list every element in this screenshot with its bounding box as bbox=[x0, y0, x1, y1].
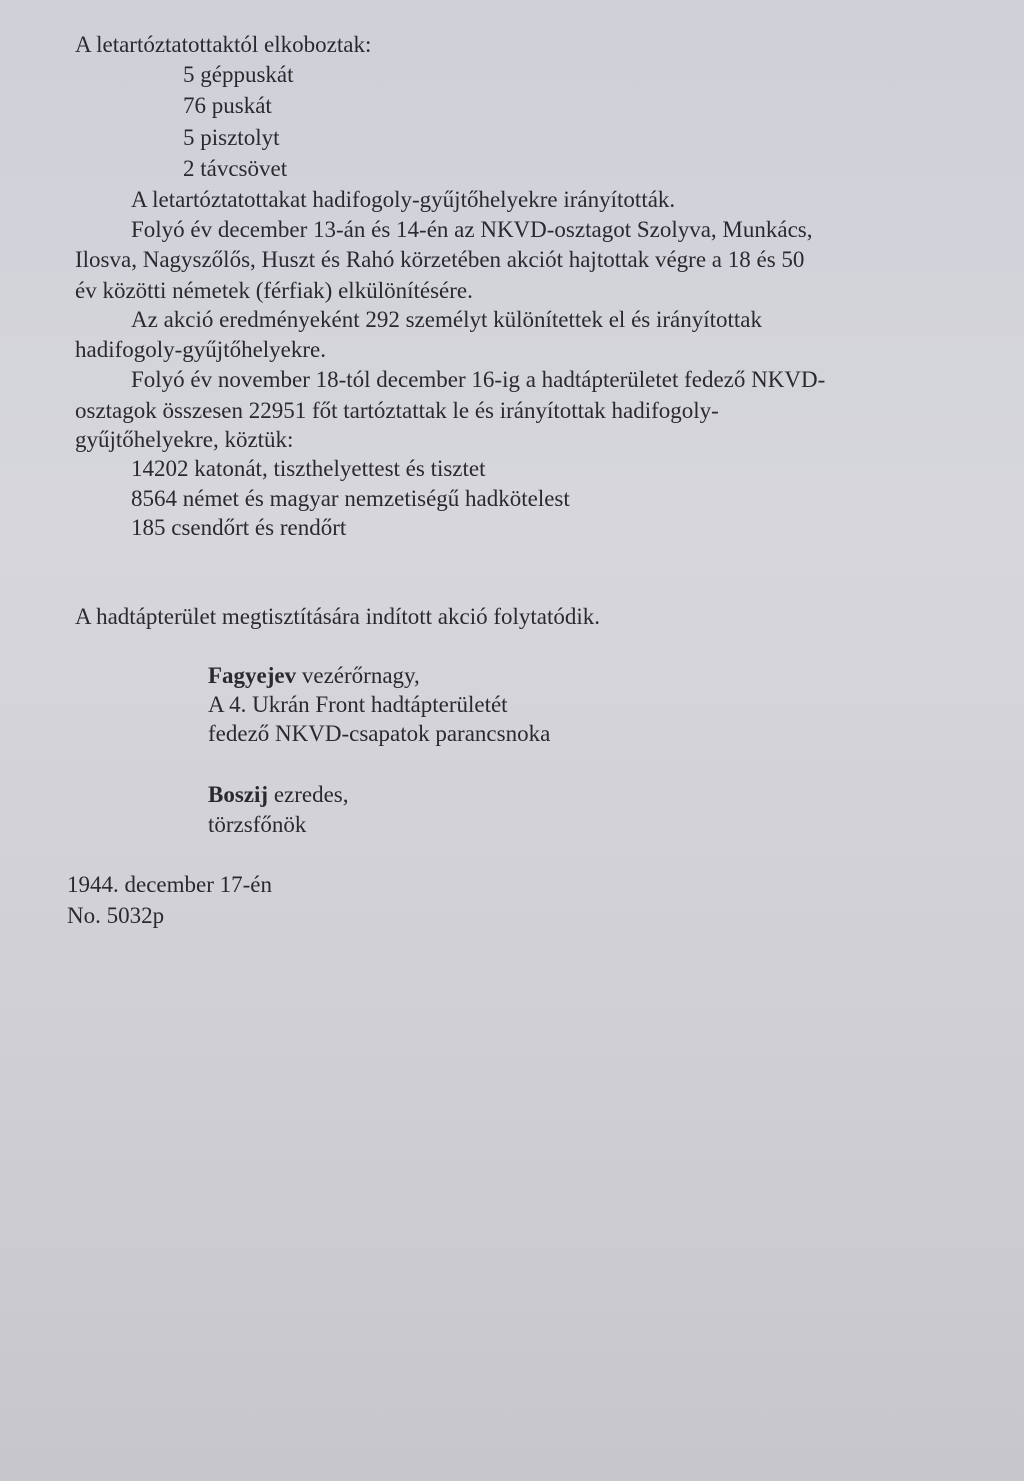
closing-sentence: A hadtápterület megtisztítására indított akció folytatódik. bbox=[75, 604, 601, 629]
list-item: 5 géppuskát bbox=[183, 62, 294, 87]
document-number: No. 5032p bbox=[67, 903, 165, 928]
signatory-title-line: A 4. Ukrán Front hadtápterületét bbox=[208, 692, 508, 717]
list-item: 185 csendőrt és rendőrt bbox=[131, 515, 347, 540]
paragraph-line: gyűjtőhelyekre, köztük: bbox=[75, 427, 294, 452]
paragraph-line: Az akció eredményeként 292 személyt különítettek el és irányítottak bbox=[131, 307, 763, 332]
list-item: 76 puskát bbox=[183, 93, 272, 118]
document-date: 1944. december 17-én bbox=[67, 872, 273, 897]
signatory-rank: ezredes, bbox=[268, 782, 349, 807]
signatory-rank: vezérőrnagy, bbox=[296, 663, 420, 688]
list-item: 5 pisztolyt bbox=[183, 125, 280, 150]
signatory-name-line bbox=[208, 662, 420, 690]
paragraph-line: Ilosva, Nagyszőlős, Huszt és Rahó körzetében akciót hajtottak végre a 18 és 50 bbox=[75, 247, 805, 272]
intro-line: A letartóztatottaktól elkoboztak: bbox=[75, 32, 372, 57]
list-item: 14202 katonát, tiszthelyettest és tisztet bbox=[131, 456, 486, 481]
paragraph-line: év közötti németek (férfiak) elkülönítésére. bbox=[75, 278, 473, 303]
list-item: 8564 német és magyar nemzetiségű hadkötelest bbox=[131, 486, 570, 511]
signatory-title-line: törzsfőnök bbox=[208, 812, 307, 837]
signatory-name: Boszij bbox=[208, 782, 269, 807]
paragraph-line: Folyó év november 18-tól december 16-ig a hadtápterületet fedező NKVD- bbox=[131, 367, 826, 392]
signatory-name: Fagyejev bbox=[208, 663, 297, 688]
signatory-name-line bbox=[208, 781, 349, 809]
list-item: 2 távcsövet bbox=[183, 156, 288, 181]
paragraph-line: hadifogoly-gyűjtőhelyekre. bbox=[75, 337, 327, 362]
paragraph-1: A letartóztatottakat hadifogoly-gyűjtőhelyekre irányították. bbox=[131, 187, 676, 212]
paragraph-line: Folyó év december 13-án és 14-én az NKVD-osztagot Szolyva, Munkács, bbox=[131, 217, 813, 242]
paragraph-line: osztagok összesen 22951 főt tartóztattak le és irányítottak hadifogoly- bbox=[75, 398, 719, 423]
signatory-title-line: fedező NKVD-csapatok parancsnoka bbox=[208, 721, 551, 746]
